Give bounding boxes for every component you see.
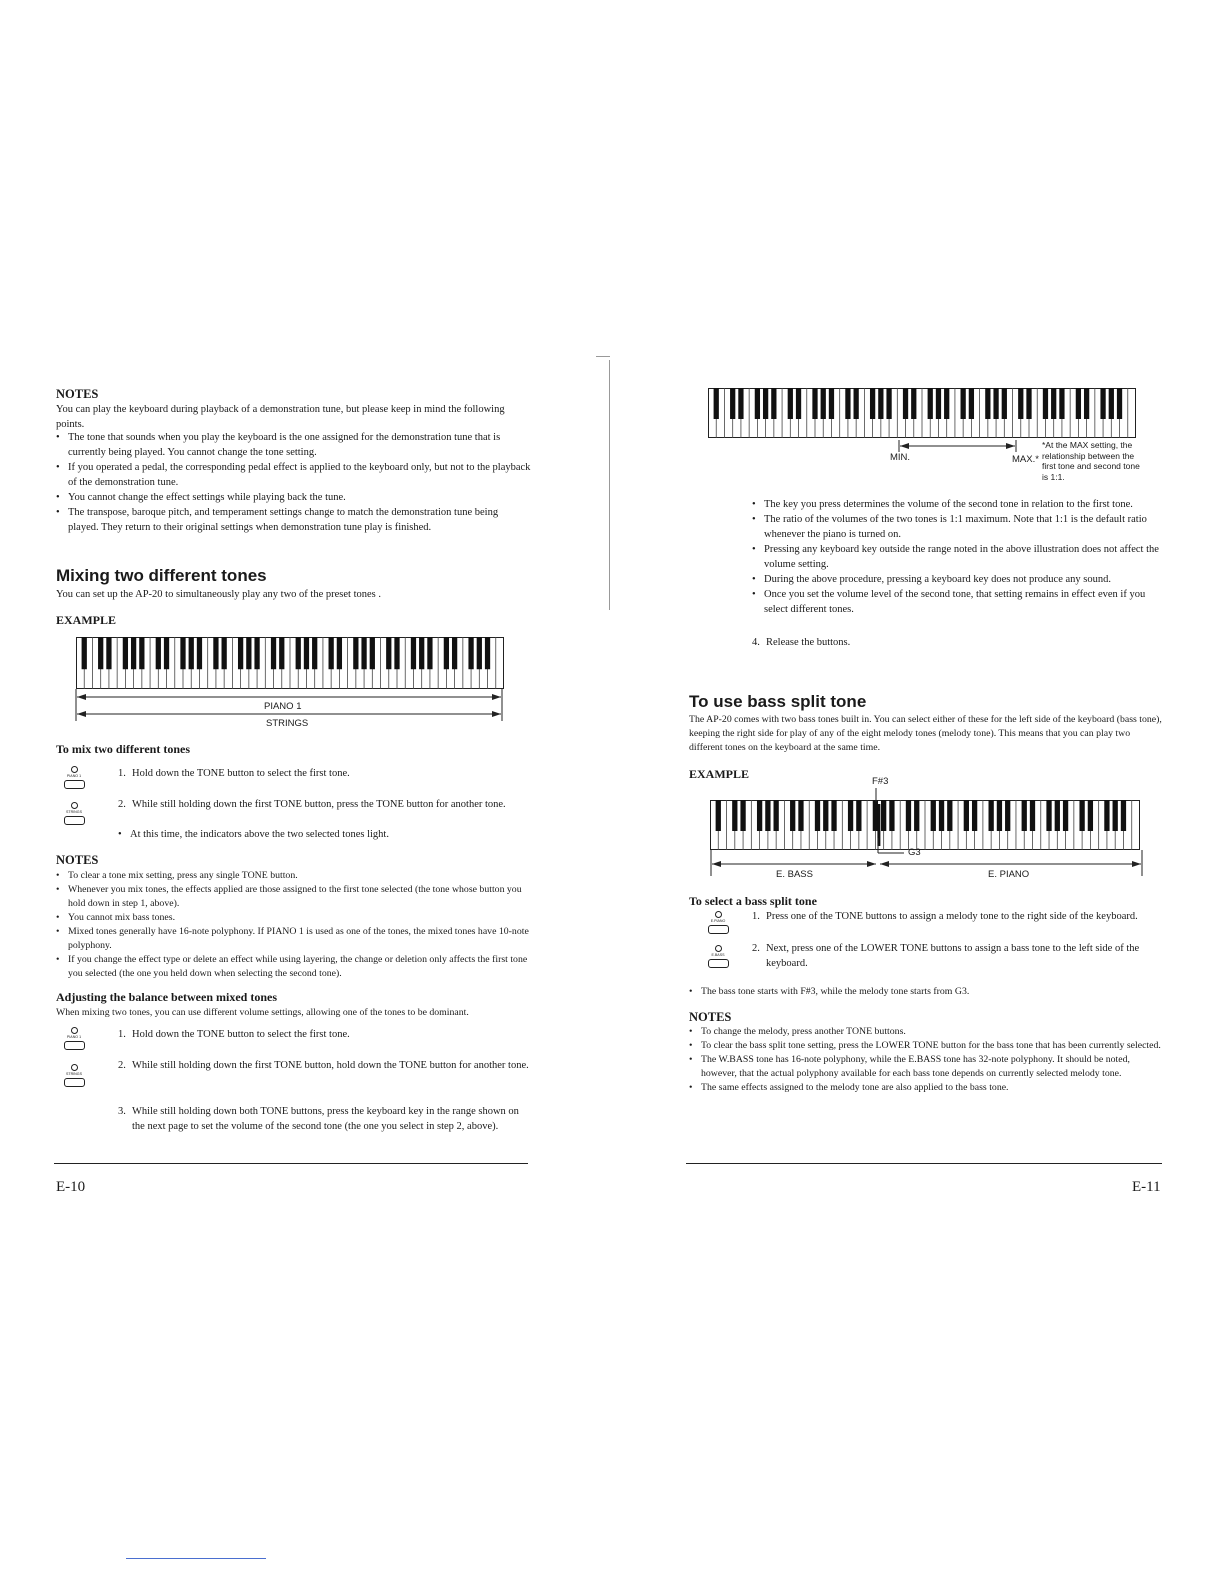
black-key xyxy=(164,637,169,669)
black-key xyxy=(714,388,719,419)
black-key xyxy=(1018,388,1023,419)
page-number: E-11 xyxy=(1132,1179,1161,1195)
keyboard-diagram xyxy=(708,388,1136,438)
black-key xyxy=(961,388,966,419)
black-key xyxy=(353,637,358,669)
step-bullet xyxy=(118,827,533,842)
notes-list xyxy=(689,1025,1163,1095)
gutter-line xyxy=(609,360,610,610)
scan-artifact-line xyxy=(126,1558,266,1559)
black-key xyxy=(763,388,768,419)
black-key xyxy=(771,388,776,419)
step-number: 1. xyxy=(118,768,126,779)
black-key xyxy=(878,388,883,419)
black-key xyxy=(452,637,457,669)
black-key xyxy=(1100,388,1105,419)
black-key xyxy=(246,637,251,669)
button-key-icon xyxy=(64,816,85,825)
list-item: • To clear a tone mix setting, press any single TONE button. xyxy=(56,869,531,883)
button-label: STRINGS xyxy=(66,810,82,814)
black-key xyxy=(796,388,801,419)
black-key xyxy=(279,637,284,669)
black-key xyxy=(738,388,743,419)
black-key xyxy=(411,637,416,669)
black-key xyxy=(1059,388,1064,419)
bass-range-label: E. BASS xyxy=(776,869,813,880)
black-key xyxy=(419,637,424,669)
button-label: E.BASS xyxy=(711,953,725,957)
black-key xyxy=(870,388,875,419)
black-key xyxy=(98,637,103,669)
black-key xyxy=(123,637,128,669)
melody-range-label: E. PIANO xyxy=(988,869,1030,880)
section-title: Mixing two different tones xyxy=(56,566,267,585)
left-page xyxy=(0,0,610,1584)
black-key xyxy=(1084,388,1089,419)
black-key xyxy=(477,637,482,669)
bass-bullet xyxy=(689,985,1163,999)
piano1-tone-button[interactable] xyxy=(62,1027,86,1055)
black-key xyxy=(180,637,185,669)
piano1-tone-button[interactable] xyxy=(62,766,86,794)
example-label: EXAMPLE xyxy=(689,767,749,781)
subsection-heading: To select a bass split tone xyxy=(689,894,817,908)
black-key xyxy=(82,637,87,669)
button-label: PIANO 1 xyxy=(66,1035,82,1039)
button-key-icon xyxy=(64,780,85,789)
black-key xyxy=(993,388,998,419)
button-key-icon xyxy=(708,959,729,968)
step-text: Next, press one of the LOWER TONE buttons to assign a bass tone to the left side of the keyboard. xyxy=(766,943,1140,969)
subsection-intro: When mixing two tones, you can use different volume settings, allowing one of the tones to be dominant. xyxy=(56,1007,469,1018)
notes-list xyxy=(56,430,531,535)
black-key xyxy=(427,637,432,669)
black-key xyxy=(468,637,473,669)
black-key xyxy=(254,637,259,669)
list-item: • To change the melody, press another TONE buttons. xyxy=(689,1025,1163,1039)
section-intro: The AP-20 comes with two bass tones built in. You can select either of these for the left side of the keyboard (bass tone), keeping the right side for play of any of the eight melody tones (melody tone). This means that you can play two different tones on the keyboard at the same time. xyxy=(689,714,1162,753)
list-item: • The transpose, baroque pitch, and temperament settings change to match the demonstration tune being played. They return to their original settings when demonstration tune play is finished. xyxy=(56,505,531,535)
step-number: 2. xyxy=(752,943,760,954)
black-key xyxy=(969,388,974,419)
black-key xyxy=(189,637,194,669)
black-key xyxy=(928,388,933,419)
indicator-icon xyxy=(71,802,78,809)
epiano-tone-button[interactable] xyxy=(706,911,730,939)
list-item: • The bass tone starts with F#3, while the melody tone starts from G3. xyxy=(689,985,1163,999)
list-item: • Pressing any keyboard key outside the range noted in the above illustration does not affect the volume setting. xyxy=(752,542,1164,572)
black-key xyxy=(1051,388,1056,419)
notes-intro: You can play the keyboard during playback of a demonstration tune, but please keep in mind the following points. xyxy=(56,404,505,430)
black-key xyxy=(821,388,826,419)
black-key xyxy=(1117,388,1122,419)
step-text: Hold down the TONE button to select the first tone. xyxy=(132,768,350,779)
black-key xyxy=(485,637,490,669)
black-key xyxy=(329,637,334,669)
step-text: While still holding down both TONE buttons, press the keyboard key in the range shown on the next page to set the volume of the second tone (the one you select in step 2, above). xyxy=(132,1106,519,1132)
subsection-heading: Adjusting the balance between mixed tones xyxy=(56,990,277,1004)
indicator-icon xyxy=(71,766,78,773)
step-text: Release the buttons. xyxy=(766,637,851,648)
step-text: Press one of the TONE buttons to assign a melody tone to the right side of the keyboard. xyxy=(766,911,1138,922)
list-item: • At this time, the indicators above the two selected tones light. xyxy=(118,827,533,842)
notes-list xyxy=(56,869,531,981)
subsection-heading: To mix two different tones xyxy=(56,742,190,756)
split-g3-label: G3 xyxy=(908,847,921,858)
black-key xyxy=(213,637,218,669)
black-key xyxy=(936,388,941,419)
page-number: E-10 xyxy=(56,1179,86,1195)
black-key xyxy=(296,637,301,669)
step-number: 2. xyxy=(118,1060,126,1071)
section-title: To use bass split tone xyxy=(689,692,867,711)
black-key xyxy=(1002,388,1007,419)
black-key xyxy=(106,637,111,669)
keyboard-diagram xyxy=(76,637,504,689)
strings-tone-button[interactable] xyxy=(62,802,86,830)
list-item: • Mixed tones generally have 16-note polyphony. If PIANO 1 is used as one of the tones, the mixed tones have 10-note polyphony. xyxy=(56,925,531,953)
black-key xyxy=(197,637,202,669)
black-key xyxy=(238,637,243,669)
list-item: • Whenever you mix tones, the effects applied are those assigned to the first tone selected (the tone whose button you hold down in step 1, above). xyxy=(56,883,531,911)
indicator-icon xyxy=(71,1064,78,1071)
step-text: Hold down the TONE button to select the first tone. xyxy=(132,1029,350,1040)
black-key xyxy=(1026,388,1031,419)
black-key xyxy=(156,637,161,669)
black-key xyxy=(271,637,276,669)
black-key xyxy=(1109,388,1114,419)
list-item: • Once you set the volume level of the second tone, that setting remains in effect even if you select different tones. xyxy=(752,587,1164,617)
black-key xyxy=(312,637,317,669)
black-key xyxy=(911,388,916,419)
list-item: • You cannot change the effect settings while playing back the tune. xyxy=(56,490,531,505)
list-item: • The key you press determines the volume of the second tone in relation to the first tone. xyxy=(752,497,1164,512)
black-key xyxy=(1076,388,1081,419)
notes-heading: NOTES xyxy=(56,387,99,401)
notes-heading: NOTES xyxy=(56,853,99,867)
step-number: 1. xyxy=(118,1029,126,1040)
gutter-tick xyxy=(596,356,610,357)
button-key-icon xyxy=(64,1078,85,1087)
black-key xyxy=(386,637,391,669)
step-number: 1. xyxy=(752,911,760,922)
example-label: EXAMPLE xyxy=(56,613,116,627)
black-key xyxy=(886,388,891,419)
black-key xyxy=(985,388,990,419)
black-key xyxy=(444,637,449,669)
list-item: • If you change the effect type or delete an effect while using layering, the change or deletion only affects the first tone you selected (the one you held down when selecting the second tone). xyxy=(56,953,531,981)
button-key-icon xyxy=(708,925,729,934)
indicator-icon xyxy=(715,945,722,952)
black-key xyxy=(944,388,949,419)
black-key xyxy=(730,388,735,419)
list-item: • If you operated a pedal, the corresponding pedal effect is applied to the keyboard only, but not to the playback of the demonstration tune. xyxy=(56,460,531,490)
list-item: • To clear the bass split tone setting, press the LOWER TONE button for the bass tone that has been currently selected. xyxy=(689,1039,1163,1053)
black-key xyxy=(131,637,136,669)
black-key xyxy=(854,388,859,419)
list-item: • During the above procedure, pressing a keyboard key does not produce any sound. xyxy=(752,572,1164,587)
black-key xyxy=(903,388,908,419)
section-intro: You can set up the AP-20 to simultaneously play any two of the preset tones . xyxy=(56,589,381,600)
min-label: MIN. xyxy=(890,452,911,463)
list-item: • The tone that sounds when you play the keyboard is the one assigned for the demonstration tune that is currently being played. You cannot change the tone setting. xyxy=(56,430,531,460)
step-number: 3. xyxy=(118,1106,126,1117)
list-item: • The same effects assigned to the melody tone are also applied to the bass tone. xyxy=(689,1081,1163,1095)
range-label-strings: STRINGS xyxy=(266,718,309,729)
footer-rule xyxy=(686,1163,1162,1164)
black-key xyxy=(370,637,375,669)
max-label: MAX.* xyxy=(1012,454,1039,465)
black-key xyxy=(394,637,399,669)
black-key xyxy=(788,388,793,419)
button-label: STRINGS xyxy=(66,1072,82,1076)
footer-rule xyxy=(54,1163,528,1164)
split-arrows xyxy=(708,788,1148,882)
list-item: • The ratio of the volumes of the two tones is 1:1 maximum. Note that 1:1 is the default ratio whenever the piano is turned on. xyxy=(752,512,1164,542)
black-key xyxy=(337,637,342,669)
step-text: While still holding down the first TONE button, press the TONE button for another tone. xyxy=(132,799,506,810)
button-label: E.PIANO xyxy=(710,919,726,923)
indicator-icon xyxy=(715,911,722,918)
step-number: 2. xyxy=(118,799,126,810)
black-key xyxy=(812,388,817,419)
max-footnote: *At the MAX setting, the relationship between the first tone and second tone is 1:1. xyxy=(1042,440,1140,482)
step-text: While still holding down the first TONE button, hold down the TONE button for another tone. xyxy=(132,1060,529,1071)
black-key xyxy=(304,637,309,669)
black-key xyxy=(845,388,850,419)
strings-tone-button[interactable] xyxy=(62,1064,86,1092)
black-key xyxy=(829,388,834,419)
notes-heading: NOTES xyxy=(689,1010,732,1024)
black-key xyxy=(755,388,760,419)
ebass-tone-button[interactable] xyxy=(706,945,730,973)
button-key-icon xyxy=(64,1041,85,1050)
volume-notes-list xyxy=(752,497,1164,617)
button-label: PIANO 1 xyxy=(66,774,82,778)
black-key xyxy=(361,637,366,669)
split-point-label: F#3 xyxy=(872,776,889,787)
black-key xyxy=(1043,388,1048,419)
volume-range-arrow xyxy=(894,438,1024,454)
list-item: • The W.BASS tone has 16-note polyphony, while the E.BASS tone has 32-note polyphony. It should be noted, however, that the actual polyphony available for each bass tone depends on currently selected melody tone. xyxy=(689,1053,1163,1081)
range-label-piano1: PIANO 1 xyxy=(260,701,306,712)
list-item: • You cannot mix bass tones. xyxy=(56,911,531,925)
step-number: 4. xyxy=(752,637,760,648)
black-key xyxy=(222,637,227,669)
black-key xyxy=(139,637,144,669)
indicator-icon xyxy=(71,1027,78,1034)
right-page xyxy=(612,0,1224,1584)
